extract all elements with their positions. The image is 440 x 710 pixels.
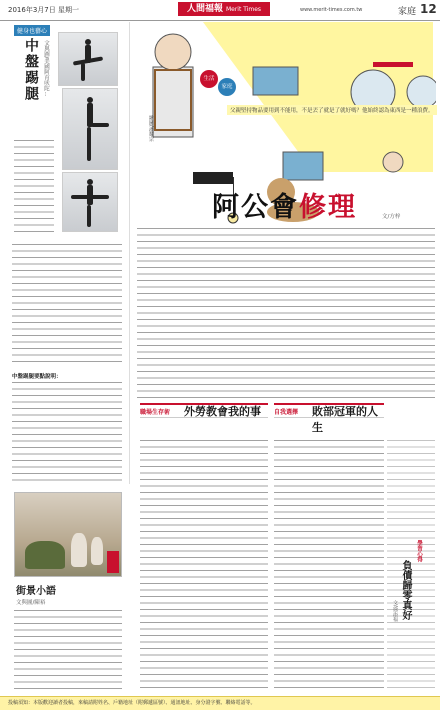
hero-caption: 父親堅持物品要用到不能用，不是丟了就是了就好嗎？他始終認為東西是一種浪費。	[227, 105, 437, 115]
side-section-author: 文/徐添福	[392, 600, 398, 622]
street-essay-author: 文與圖/陳裕	[16, 600, 46, 606]
submission-notice: 投稿須知：本版歡迎讀者投稿，來稿請附姓名、戶籍地址（附郵遞區號）、通訊地址、身分證字號、聯絡電話等。	[0, 696, 440, 710]
left-section-text	[140, 440, 268, 690]
mid-section-tag: 自我選擇	[274, 409, 299, 416]
page-number: 12	[420, 2, 437, 16]
side-section-title: 負債歸零真好	[400, 560, 411, 620]
street-photo	[14, 492, 122, 577]
main-article-text	[137, 228, 435, 398]
exercise-photo-1	[58, 32, 118, 86]
left-section-title: 外勞教會我的事	[184, 405, 261, 418]
website-url: www.merit-times.com.tw	[300, 7, 363, 13]
brand-english: Merit Times	[225, 6, 262, 13]
exercise-body-text	[12, 244, 122, 364]
section-bar-mid	[274, 403, 384, 434]
brand-name: 人間福報	[186, 4, 223, 14]
exercise-author: 文與圖/美國阿育吠陀...	[43, 40, 49, 97]
mid-section-title: 敗部冠軍的人生	[312, 405, 378, 434]
headline-plain: 阿公會	[212, 192, 299, 223]
hero-credit: 繪圖/潘耀宗	[148, 115, 154, 142]
section-bar-left	[140, 403, 268, 418]
hero-badge-life: 生活	[200, 70, 218, 88]
hero-badge-family: 家庭	[218, 78, 236, 96]
headline-author: 文/方梓	[382, 214, 401, 220]
exercise-steps-text	[12, 382, 122, 482]
newspaper-logo	[178, 2, 270, 16]
exercise-photo-2	[62, 88, 118, 170]
side-section-tag: 學習心得	[416, 540, 422, 562]
exercise-subhead: 中盤踢腿要點說明：	[12, 374, 62, 380]
exercise-intro-text	[14, 140, 54, 236]
exercise-title: 中盤踢腿	[23, 38, 39, 102]
left-section-tag: 職場生存術	[140, 409, 171, 416]
exercise-tag: 健身也藝心	[14, 25, 50, 36]
headline-accent: 修理	[299, 192, 357, 223]
headline	[212, 185, 357, 224]
masthead	[0, 0, 440, 21]
section-name: 家庭	[398, 7, 417, 17]
issue-date: 2016年3月7日 星期一	[8, 6, 79, 14]
street-essay-title: 街景小語	[16, 586, 56, 597]
mid-section-text	[274, 440, 384, 690]
street-essay-text	[14, 610, 122, 690]
exercise-photo-3	[62, 172, 118, 232]
